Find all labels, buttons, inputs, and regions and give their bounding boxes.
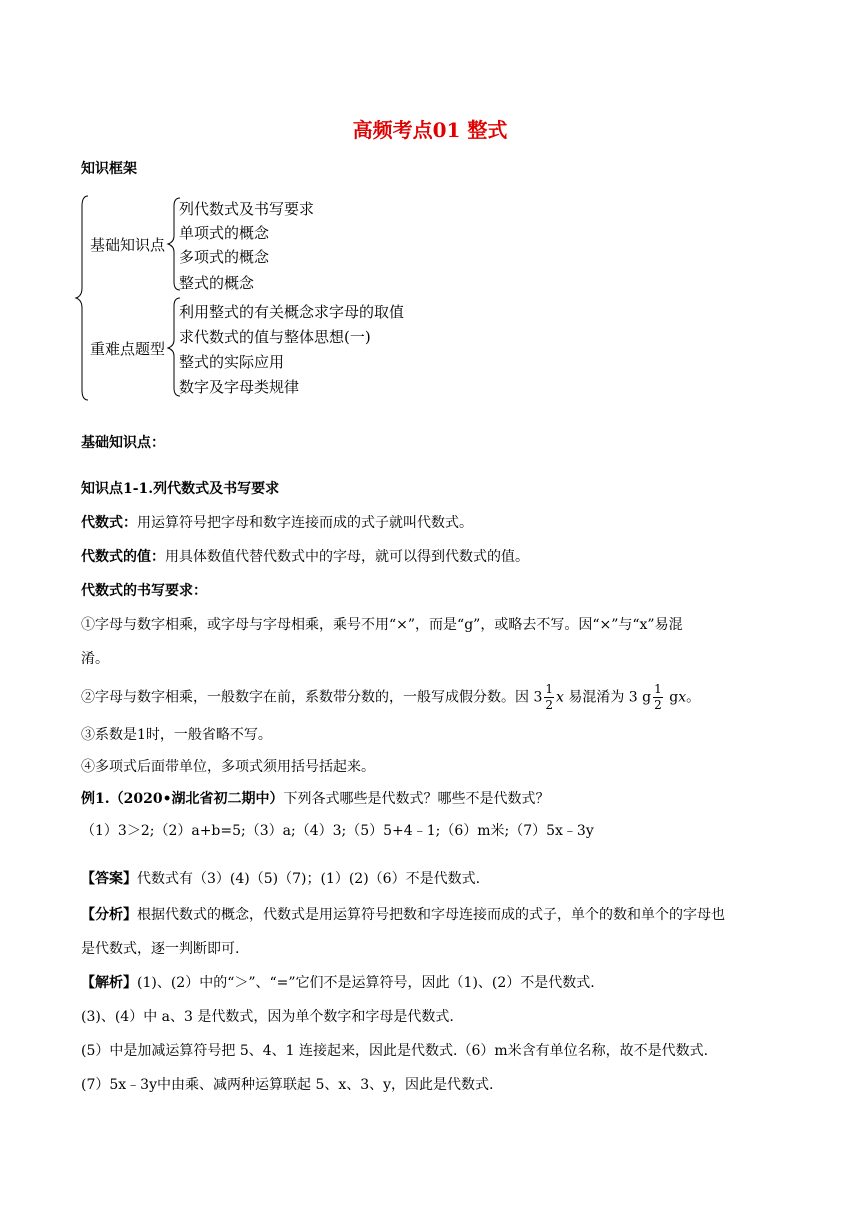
page-title: 高频考点01 整式 bbox=[352, 118, 508, 142]
outer-brace bbox=[76, 196, 88, 400]
definition-term: 代数式的值： bbox=[81, 549, 165, 565]
answer bbox=[81, 868, 480, 888]
group1-item-4: 整式的概念 bbox=[179, 274, 255, 292]
group2-item-3: 整式的实际应用 bbox=[179, 353, 285, 371]
rule-2 bbox=[81, 682, 700, 713]
answer-tag: 【答案】 bbox=[81, 871, 137, 887]
writing-rules-heading: 代数式的书写要求： bbox=[81, 583, 207, 599]
group2-item-4: 数字及字母类规律 bbox=[179, 378, 300, 396]
rule-4: ④多项式后面带单位，多项式须用括号括起来。 bbox=[81, 759, 375, 775]
example-items: （1）3＞2;（2）a+b=5;（3）a;（4）3;（5）5+4﹣1;（6）m米;（7）5x﹣3y bbox=[81, 823, 594, 839]
solution-text: (1)、(2）中的“＞”、“=”它们不是运算符号，因此（1)、(2）不是代数式. bbox=[137, 975, 595, 991]
analysis-text: 根据代数式的概念，代数式是用运算符号把数和字母连接而成的式子，单个的数和单个的字母也 bbox=[137, 907, 725, 923]
analysis-line-1 bbox=[81, 904, 725, 924]
rule-1-line-1: ①字母与数字相乘，或字母与字母相乘，乘号不用“×”，而是“g”，或略去不写。因“×”与“x”易混 bbox=[81, 617, 683, 633]
solution-line-3: (5）中是加减运算符号把 5、4、1 连接起来，因此是代数式.（6）m米含有单位名称，故不是代数式. bbox=[81, 1043, 709, 1059]
definition-text: 用具体数值代替代数式中的字母，就可以得到代数式的值。 bbox=[165, 549, 529, 565]
group1-item-2: 单项式的概念 bbox=[179, 224, 270, 242]
example-label: 例1.（2020•湖北省初二期中） bbox=[81, 791, 284, 807]
group-label-key: 重难点题型 bbox=[90, 340, 166, 358]
framework-braces bbox=[74, 194, 184, 402]
analysis-tag: 【分析】 bbox=[81, 907, 137, 923]
definition-expression bbox=[81, 512, 473, 532]
rule-2-mid: 易混淆为 3 g bbox=[563, 689, 652, 706]
group2-item-2: 求代数式的值与整体思想(一) bbox=[179, 328, 371, 346]
variable-x: x bbox=[556, 689, 564, 706]
solution-line-2: (3)、(4）中 a、3 是代数式，因为单个数字和字母是代数式. bbox=[81, 1009, 454, 1025]
definition-value bbox=[81, 546, 529, 566]
knowledge-point-heading: 知识点1-1.列代数式及书写要求 bbox=[81, 481, 280, 497]
definition-text: 用运算符号把字母和数字连接而成的式子就叫代数式。 bbox=[137, 515, 473, 531]
rule-1-line-2: 淆。 bbox=[81, 651, 109, 667]
rule-2-after: g bbox=[664, 689, 679, 706]
analysis-line-2: 是代数式，逐一判断即可. bbox=[81, 941, 240, 957]
example-1 bbox=[81, 788, 550, 808]
solution-line-4: (7）5x﹣3y中由乘、减两种运算联起 5、x、3、y，因此是代数式. bbox=[81, 1077, 494, 1093]
basics-heading: 基础知识点： bbox=[81, 435, 165, 451]
fraction-numerator: 1 bbox=[545, 682, 553, 696]
rule-2-before: ②字母与数字相乘，一般数字在前，系数带分数的，一般写成假分数。因 3 bbox=[81, 689, 543, 706]
framework-heading: 知识框架 bbox=[81, 161, 137, 177]
fraction-denominator: 2 bbox=[654, 698, 662, 712]
definition-term: 代数式： bbox=[81, 515, 137, 531]
solution-line-1 bbox=[81, 972, 595, 992]
rule-3: ③系数是1时，一般省略不写。 bbox=[81, 727, 272, 743]
mixed-fraction-confused bbox=[653, 682, 663, 713]
group2-item-1: 利用整式的有关概念求字母的取值 bbox=[179, 303, 405, 321]
rule-2-end: 。 bbox=[686, 689, 701, 706]
solution-tag: 【解析】 bbox=[81, 975, 137, 991]
mixed-fraction bbox=[544, 682, 554, 713]
example-question: 下列各式哪些是代数式？哪些不是代数式？ bbox=[283, 791, 550, 807]
answer-text: 代数式有（3）(4)（5)（7)；(1）(2)（6）不是代数式. bbox=[137, 871, 481, 887]
group1-item-1: 列代数式及书写要求 bbox=[179, 200, 315, 218]
fraction-denominator: 2 bbox=[545, 698, 553, 712]
group1-item-3: 多项式的概念 bbox=[179, 248, 270, 266]
fraction-numerator: 1 bbox=[654, 682, 662, 696]
group-label-basics: 基础知识点 bbox=[90, 236, 166, 254]
variable-x: x bbox=[678, 689, 687, 706]
